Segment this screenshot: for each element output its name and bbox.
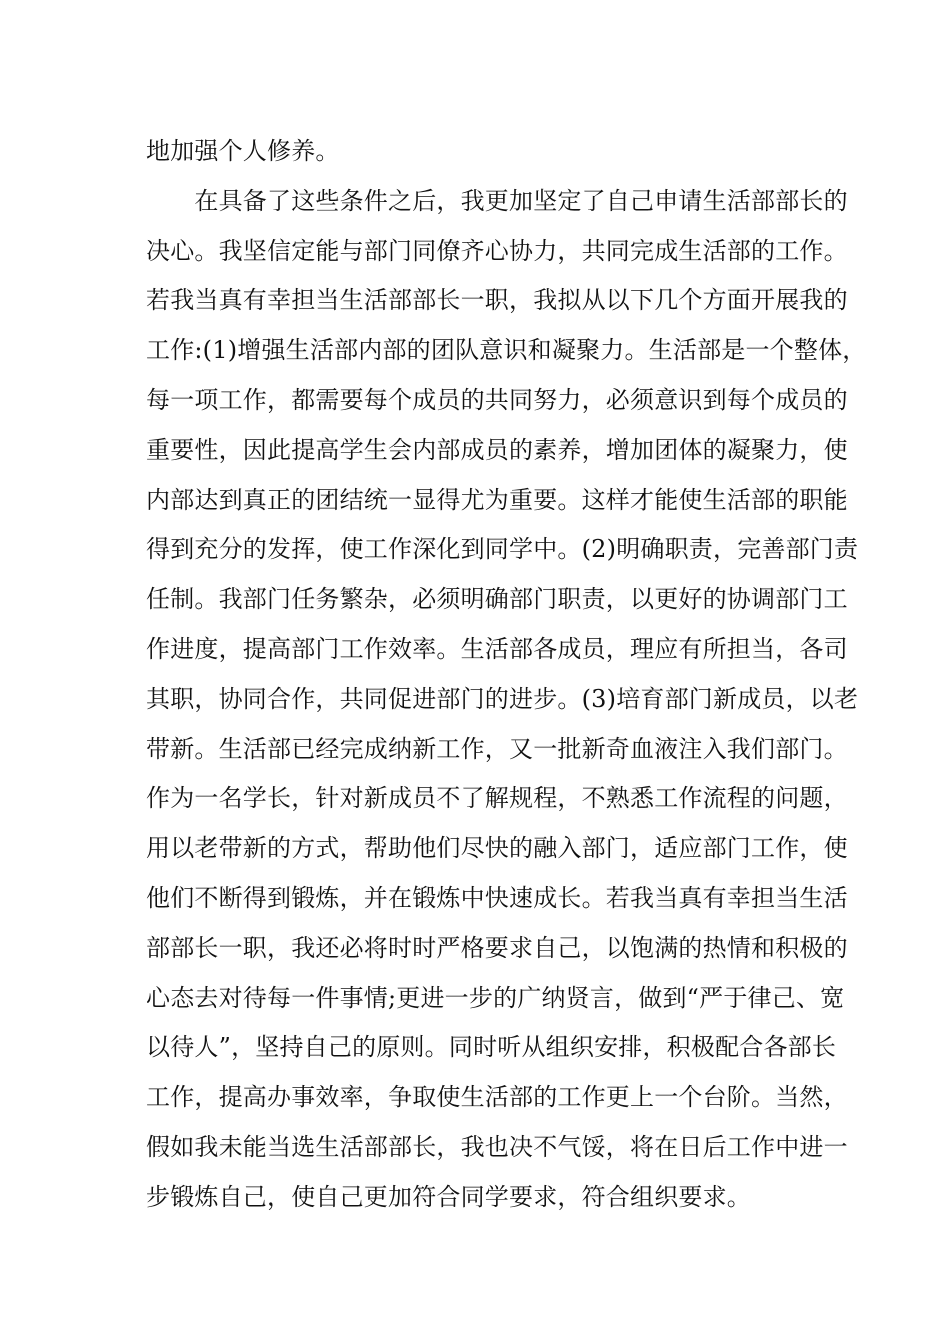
text-line: 假如我未能当选生活部部长，我也决不气馁，将在日后工作中进一 — [146, 1132, 848, 1161]
text-line: 决心。我坚信定能与部门同僚齐心协力，共同完成生活部的工作。 — [146, 236, 848, 265]
text-line: 以待人”，坚持自己的原则。同时听从组织安排，积极配合各部长 — [146, 1033, 837, 1062]
text-line: 作进度，提高部门工作效率。生活部各成员，理应有所担当，各司 — [146, 634, 848, 663]
text-line: 用以老带新的方式，帮助他们尽快的融入部门，适应部门工作，使 — [146, 834, 848, 863]
text-line: 工作:(1)增强生活部内部的团队意识和凝聚力。生活部是一个整体， — [146, 336, 867, 365]
text-line: 他们不断得到锻炼，并在锻炼中快速成长。若我当真有幸担当生活 — [146, 883, 848, 912]
text-line: 若我当真有幸担当生活部部长一职，我拟从以下几个方面开展我的 — [146, 286, 848, 315]
text-line: 心态去对待每一件事情;更进一步的广纳贤言，做到“严于律己、宽 — [146, 983, 845, 1012]
body-text — [146, 127, 867, 1223]
text-line: 作为一名学长，针对新成员不了解规程，不熟悉工作流程的问题， — [146, 784, 848, 813]
text-line: 每一项工作，都需要每个成员的共同努力，必须意识到每个成员的 — [146, 385, 848, 414]
text-line: 部部长一职，我还必将时时严格要求自己，以饱满的热情和积极的 — [146, 933, 848, 962]
text-line: 在具备了这些条件之后，我更加坚定了自己申请生活部部长的 — [146, 186, 848, 215]
text-line: 地加强个人修养。 — [146, 137, 340, 165]
text-line: 工作，提高办事效率，争取使生活部的工作更上一个台阶。当然， — [146, 1083, 848, 1112]
text-line: 步锻炼自己，使自己更加符合同学要求，符合组织要求。 — [146, 1182, 751, 1211]
text-line: 得到充分的发挥，使工作深化到同学中。(2)明确职责，完善部门责 — [146, 535, 859, 564]
text-line: 其职，协同合作，共同促进部门的进步。(3)培育部门新成员，以老 — [146, 684, 859, 713]
text-line: 重要性，因此提高学生会内部成员的素养，增加团体的凝聚力，使 — [146, 435, 848, 464]
text-line: 任制。我部门任务繁杂，必须明确部门职责，以更好的协调部门工 — [146, 585, 848, 614]
text-line: 带新。生活部已经完成纳新工作，又一批新奇血液注入我们部门。 — [146, 734, 848, 763]
text-line: 内部达到真正的团结统一显得尤为重要。这样才能使生活部的职能 — [146, 485, 848, 514]
